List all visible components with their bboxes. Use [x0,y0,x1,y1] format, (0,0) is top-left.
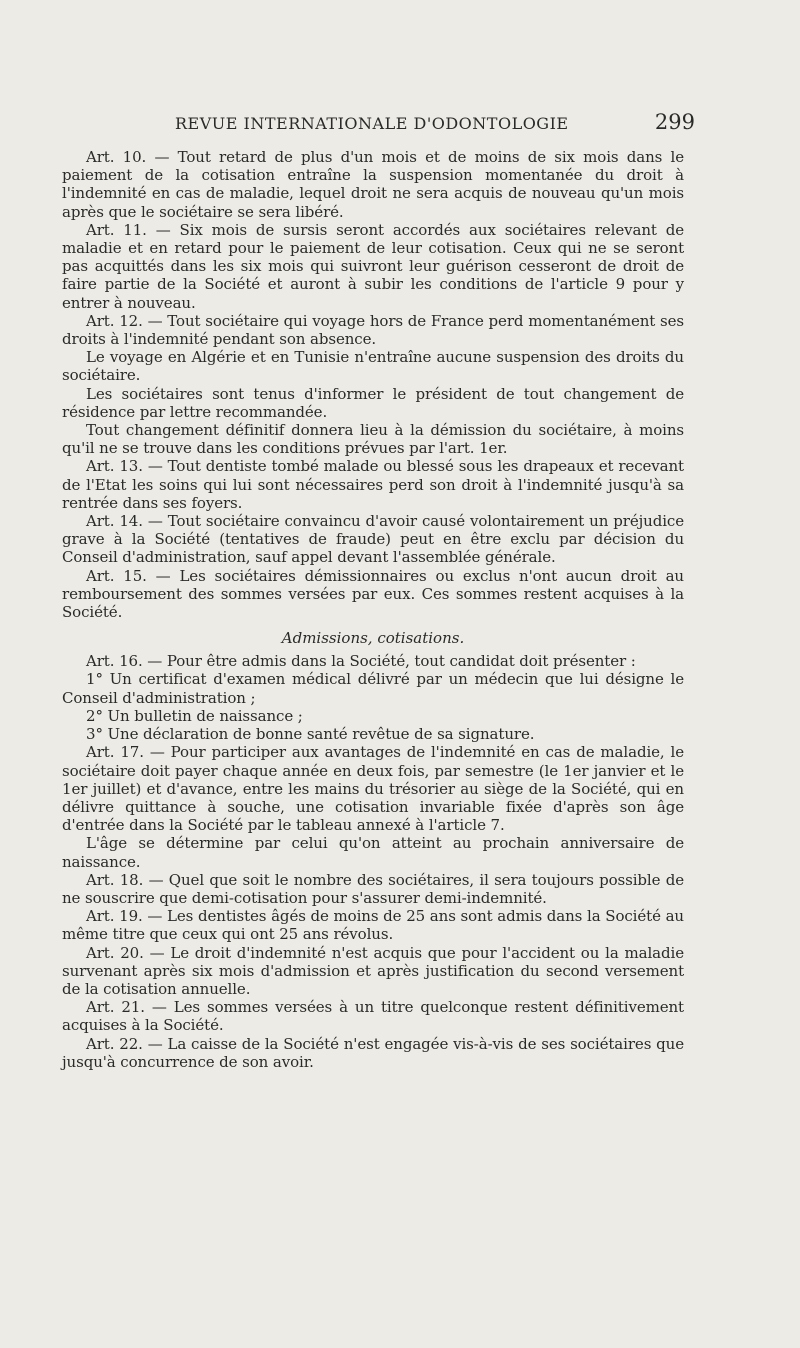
paragraph-art-12: Art. 12. — Tout sociétaire qui voyage hors de France perd momentanément ses droits à l'indemnité pendant son absence. [62,311,684,349]
list-item-certificat: 1° Un certificat d'examen médical délivré par un médecin que lui désigne le Conseil d'administration ; [62,670,684,707]
paragraph-art-15: Art. 15. — Les sociétaires démissionnaires ou exclus n'ont aucun droit au remboursement des sommes versées par eux. Ces sommes restent acquises à la Société. [62,566,684,622]
paragraph-art-13: Art. 13. — Tout dentiste tombé malade ou blessé sous les drapeaux et recevant de l'Etat les soins qui lui sont nécessaires perd son droit à l'indemnité jusqu'à sa rentrée dans ses foyers. [62,457,684,512]
running-title: REVUE INTERNATIONALE D'ODONTOLOGIE [175,114,569,133]
paragraph-art-19: Art. 19. — Les dentistes âgés de moins de 25 ans sont admis dans la Société au même titre que ceux qui ont 25 ans révolus. [62,907,684,944]
paragraph-art-18: Art. 18. — Quel que soit le nombre des sociétaires, il sera toujours possible de ne souscrire que demi-cotisation pour s'assurer demi-indemnité. [62,870,684,907]
body-text [62,148,684,1071]
paragraph-age: L'âge se détermine par celui qu'on atteint au prochain anniversaire de naissance. [62,834,684,871]
page-header [175,110,695,140]
section-heading: Admissions, cotisations. [281,629,465,648]
list-item-bulletin: 2° Un bulletin de naissance ; [86,706,303,725]
paragraph-art-16: Art. 16. — Pour être admis dans la Société, tout candidat doit présenter : [86,652,636,671]
paragraph-art-17: Art. 17. — Pour participer aux avantages de l'indemnité en cas de maladie, le sociétaire doit payer chaque année en deux fois, par semestre (le 1er janvier et le 1er juillet) et d'avance, entre les mains du trésorier au siège de la Société, qui en délivre quittance à souche, une cotisation invariable fixée d'après son âge d'entrée dans la Société par le tableau annexé à l'article 7. [62,743,684,835]
paragraph-changement: Tout changement définitif donnera lieu à la démission du sociétaire, à moins qu'il ne se trouve dans les conditions prévues par l'art. 1er. [62,421,684,458]
paragraph-art-10: Art. 10. — Tout retard de plus d'un mois et de moins de six mois dans le paiement de la cotisation entraîne la suspension momentanée du droit à l'indemnité en cas de maladie, lequel droit ne sera acquis de nouveau qu'un mois après que le sociétaire se sera libéré. [62,148,684,221]
paragraph-residence: Les sociétaires sont tenus d'informer le président de tout changement de résidence par lettre recommandée. [62,384,684,421]
paragraph-art-20: Art. 20. — Le droit d'indemnité n'est acquis que pour l'accident ou la maladie survenant après six mois d'admission et après justification du second versement de la cotisation annuelle. [62,943,684,998]
paragraph-art-22: Art. 22. — La caisse de la Société n'est engagée vis-à-vis de ses sociétaires que jusqu'à concurrence de son avoir. [62,1034,684,1071]
paragraph-art-21: Art. 21. — Les sommes versées à un titre quelconque restent définitivement acquises à la Société. [62,998,684,1035]
paragraph-art-14: Art. 14. — Tout sociétaire convaincu d'avoir causé volontairement un préjudice grave à la Société (tentatives de fraude) peut en être exclu par décision du Conseil d'administration, sauf appel devant l'assemblée générale. [62,512,684,567]
page-number: 299 [654,110,695,134]
paragraph-art-11: Art. 11. — Six mois de sursis seront accordés aux sociétaires relevant de maladie et en retard pour le paiement de leur cotisation. Ceux qui ne se seront pas acquittés dans les six mois qui suivront leur guérison cesseront de droit de faire partie de la Société et auront à subir les conditions de l'article 9 pour y entrer à nouveau. [62,220,684,312]
list-item-declaration: 3° Une déclaration de bonne santé revêtue de sa signature. [86,725,535,744]
paragraph-algerie: Le voyage en Algérie et en Tunisie n'entraîne aucune suspension des droits du sociétaire. [62,348,684,385]
